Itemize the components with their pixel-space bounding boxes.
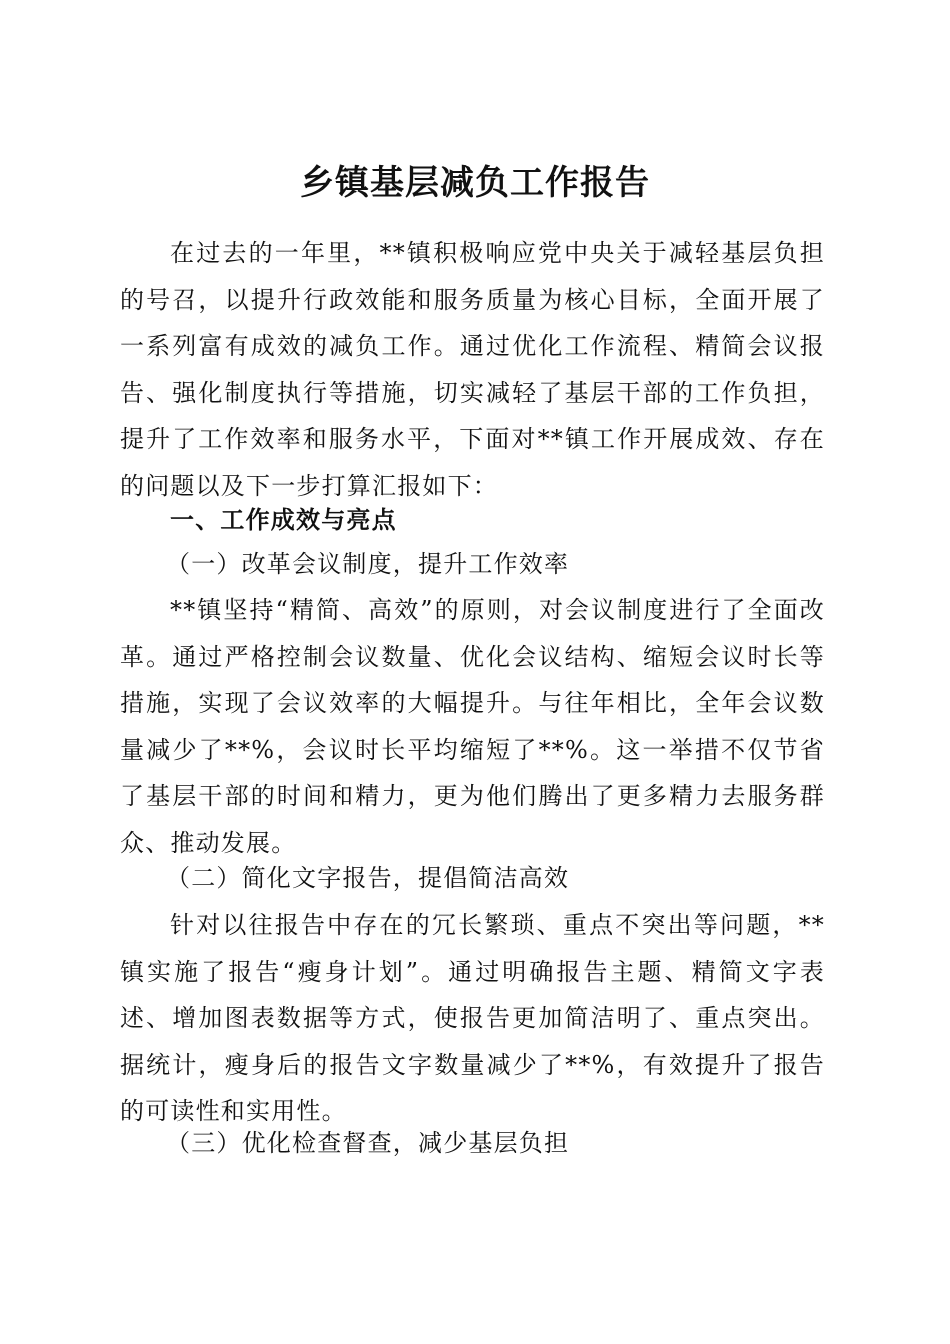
intro-paragraph: 在过去的一年里，**镇积极响应党中央关于减轻基层负担的号召，以提升行政效能和服务质量为核心目标，全面开展了一系列富有成效的减负工作。通过优化工作流程、精简会议报告、强化制度执行等措施，切实减轻了基层干部的工作负担，提升了工作效率和服务水平，下面对**镇工作开展成效、存在的问题以及下一步打算汇报如下： xyxy=(120,239,825,500)
paragraph-reports: 针对以往报告中存在的冗长繁琐、重点不突出等问题，**镇实施了报告“瘦身计划”。通过明确报告主题、精简文字表述、增加图表数据等方式，使报告更加简洁明了、重点突出。据统计，瘦身后的报告文字数量减少了**%，有效提升了报告的可读性和实用性。 xyxy=(120,911,825,1125)
subsection-heading-inspections: （三）优化检查督查，减少基层负担 xyxy=(166,1129,570,1157)
document-title: 乡镇基层减负工作报告 xyxy=(300,162,650,203)
subsection-heading-meetings: （一）改革会议制度，提升工作效率 xyxy=(166,550,570,578)
paragraph-meetings: **镇坚持“精简、高效”的原则，对会议制度进行了全面改革。通过严格控制会议数量、优化会议结构、缩短会议时长等措施，实现了会议效率的大幅提升。与往年相比，全年会议数量减少了**%，会议时长平均缩短了**%。这一举措不仅节省了基层干部的时间和精力，更为他们腾出了更多精力去服务群众、推动发展。 xyxy=(120,596,825,857)
section-heading-achievements: 一、工作成效与亮点 xyxy=(170,506,397,534)
subsection-heading-reports: （二）简化文字报告，提倡简洁高效 xyxy=(166,864,570,892)
